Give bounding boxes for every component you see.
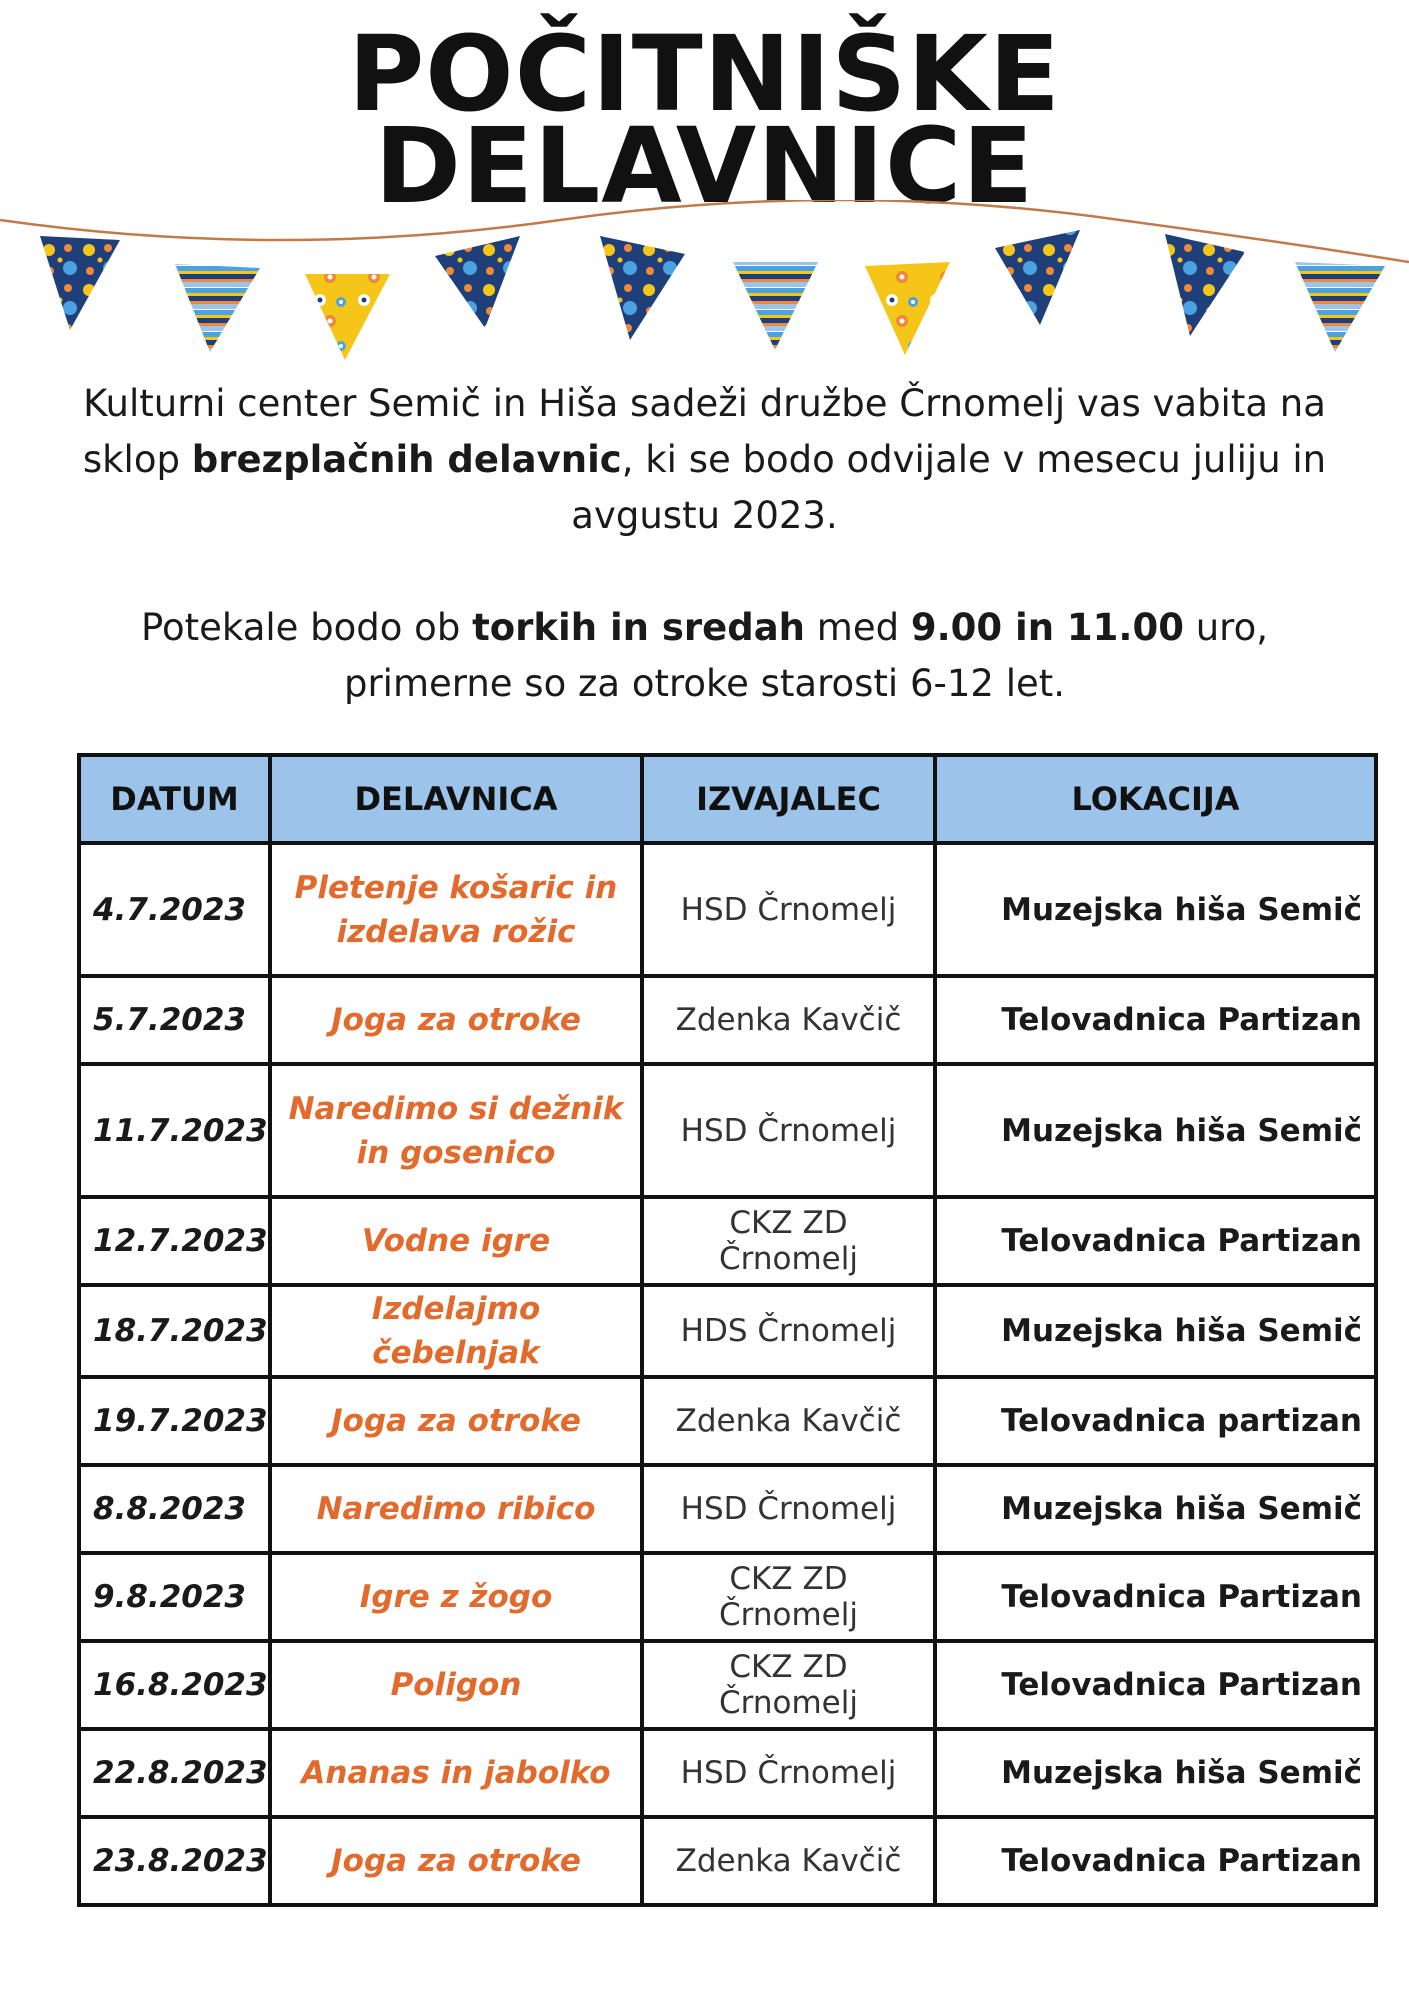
table-row xyxy=(79,1817,1376,1905)
bunting-flag xyxy=(305,274,390,360)
intro-bold-hours: 9.00 in 11.00 xyxy=(910,606,1184,649)
cell-workshop: Pletenje košaric in izdelava rožic xyxy=(270,843,642,976)
cell-location: Telovadnica Partizan xyxy=(935,1553,1376,1641)
cell-workshop: Naredimo si dežnik in gosenico xyxy=(270,1064,642,1197)
table-row xyxy=(79,976,1376,1064)
bunting-decoration xyxy=(0,200,1409,370)
bunting-flag xyxy=(1165,234,1245,336)
cell-provider: HSD Črnomelj xyxy=(642,843,935,976)
cell-date: 16.8.2023 xyxy=(79,1641,270,1729)
header-workshop: DELAVNICA xyxy=(270,755,642,843)
cell-date: 19.7.2023 xyxy=(79,1377,270,1465)
cell-location: Muzejska hiša Semič xyxy=(935,1064,1376,1197)
table-row xyxy=(79,1377,1376,1465)
cell-provider: CKZ ZD Črnomelj xyxy=(642,1553,935,1641)
table-row xyxy=(79,1064,1376,1197)
cell-location: Telovadnica partizan xyxy=(935,1377,1376,1465)
bunting-flag xyxy=(995,230,1080,325)
cell-location: Muzejska hiša Semič xyxy=(935,1285,1376,1377)
intro-paragraph: Kulturni center Semič in Hiša sadeži družbe Črnomelj vas vabita na sklop brezplačnih delavnic, ki se bodo odvijale v mesecu juliju in avgustu 2023. xyxy=(82,382,1327,537)
table-row xyxy=(79,1285,1376,1377)
table-header-row xyxy=(79,755,1376,843)
bunting-flag xyxy=(865,262,950,355)
cell-workshop: Poligon xyxy=(270,1641,642,1729)
cell-workshop: Joga za otroke xyxy=(270,976,642,1064)
cell-date: 23.8.2023 xyxy=(79,1817,270,1905)
cell-workshop: Ananas in jabolko xyxy=(270,1729,642,1817)
cell-location: Muzejska hiša Semič xyxy=(935,1729,1376,1817)
cell-date: 12.7.2023 xyxy=(79,1197,270,1285)
cell-provider: Zdenka Kavčič xyxy=(642,976,935,1064)
cell-workshop: Joga za otroke xyxy=(270,1377,642,1465)
bunting-flag xyxy=(435,236,520,328)
schedule-paragraph: Potekale bodo ob torkih in sredah med 9.00 in 11.00 uro, primerne so za otroke starosti 6-12 let. xyxy=(141,606,1268,705)
bunting-flag xyxy=(175,264,260,352)
cell-date: 18.7.2023 xyxy=(79,1285,270,1377)
cell-location: Muzejska hiša Semič xyxy=(935,843,1376,976)
cell-workshop: Igre z žogo xyxy=(270,1553,642,1641)
table-row xyxy=(79,843,1376,976)
bunting-flag xyxy=(40,236,120,330)
cell-date: 5.7.2023 xyxy=(79,976,270,1064)
table-row xyxy=(79,1465,1376,1553)
cell-provider: CKZ ZD Črnomelj xyxy=(642,1197,935,1285)
intro-bold-free-workshops: brezplačnih delavnic xyxy=(191,438,622,481)
header-provider: IZVAJALEC xyxy=(642,755,935,843)
bunting-flag xyxy=(600,236,685,340)
cell-workshop: Joga za otroke xyxy=(270,1817,642,1905)
cell-provider: CKZ ZD Črnomelj xyxy=(642,1641,935,1729)
cell-provider: HSD Črnomelj xyxy=(642,1064,935,1197)
workshop-schedule-table xyxy=(77,753,1378,1907)
cell-date: 11.7.2023 xyxy=(79,1064,270,1197)
table-row xyxy=(79,1197,1376,1285)
bunting-flag xyxy=(733,262,818,350)
cell-date: 8.8.2023 xyxy=(79,1465,270,1553)
cell-provider: HSD Črnomelj xyxy=(642,1729,935,1817)
cell-date: 4.7.2023 xyxy=(79,843,270,976)
cell-location: Telovadnica Partizan xyxy=(935,1641,1376,1729)
cell-location: Telovadnica Partizan xyxy=(935,1197,1376,1285)
table-row xyxy=(79,1729,1376,1817)
table-row xyxy=(79,1553,1376,1641)
table-row xyxy=(79,1641,1376,1729)
page-title xyxy=(0,13,1409,227)
cell-workshop: Naredimo ribico xyxy=(270,1465,642,1553)
header-location: LOKACIJA xyxy=(935,755,1376,843)
header-date: DATUM xyxy=(79,755,270,843)
title-line-2: DELAVNICE xyxy=(374,105,1035,227)
cell-location: Telovadnica Partizan xyxy=(935,1817,1376,1905)
intro-bold-days: torkih in sredah xyxy=(472,606,806,649)
title-line-1: POČITNIŠKE xyxy=(348,13,1061,135)
cell-location: Telovadnica Partizan xyxy=(935,976,1376,1064)
cell-date: 9.8.2023 xyxy=(79,1553,270,1641)
cell-provider: HDS Črnomelj xyxy=(642,1285,935,1377)
cell-workshop: Izdelajmo čebelnjak xyxy=(270,1285,642,1377)
cell-provider: Zdenka Kavčič xyxy=(642,1817,935,1905)
cell-provider: Zdenka Kavčič xyxy=(642,1377,935,1465)
cell-workshop: Vodne igre xyxy=(270,1197,642,1285)
cell-provider: HSD Črnomelj xyxy=(642,1465,935,1553)
bunting-flag xyxy=(1295,262,1385,352)
cell-location: Muzejska hiša Semič xyxy=(935,1465,1376,1553)
cell-date: 22.8.2023 xyxy=(79,1729,270,1817)
